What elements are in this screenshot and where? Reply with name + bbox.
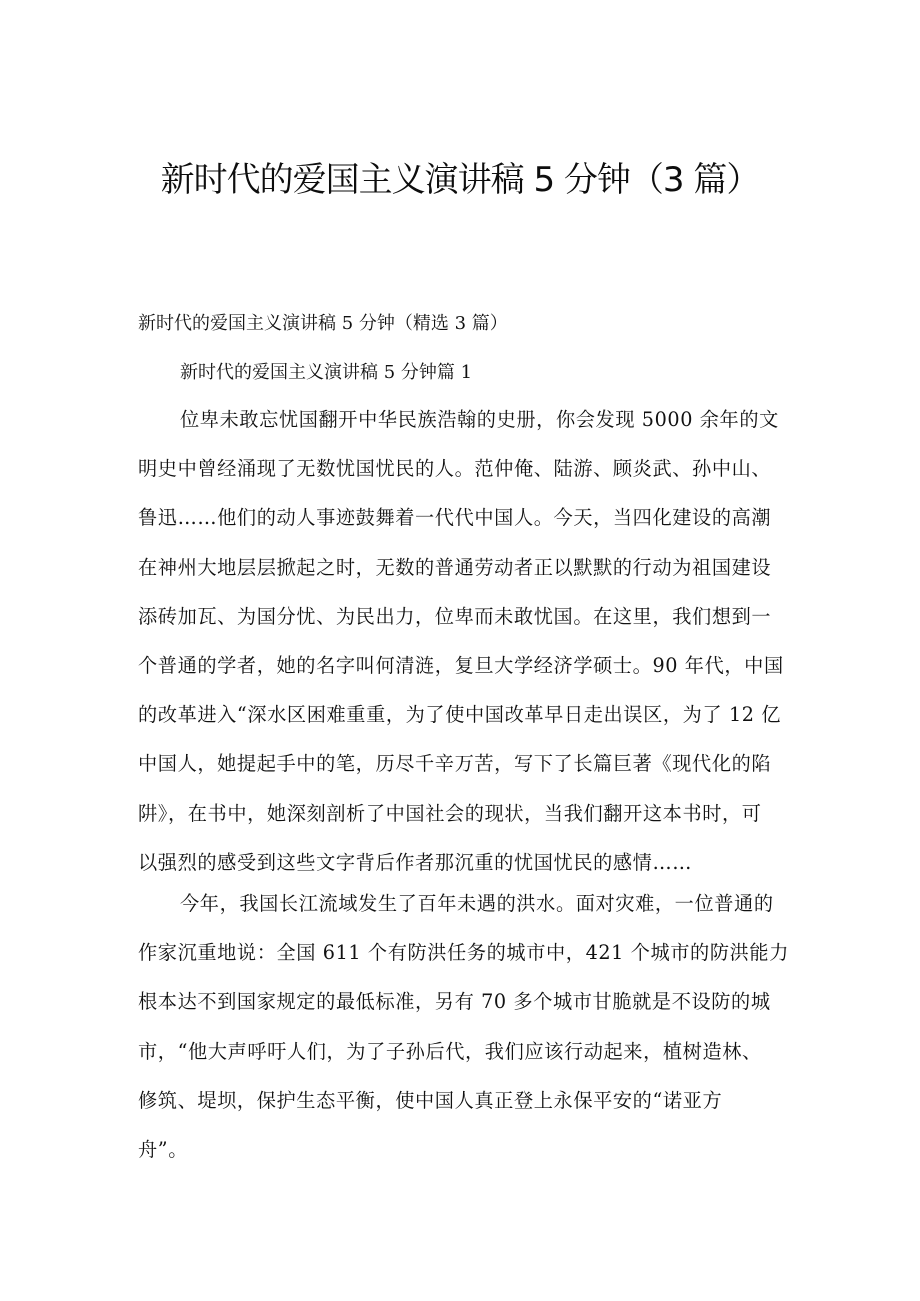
- paragraph-2: [138, 879, 789, 1174]
- paragraph-1: [138, 395, 783, 887]
- paragraph-line: 以强烈的感受到这些文字背后作者那沉重的忧国忧民的感情……: [138, 850, 693, 874]
- paragraph-line: 在神州大地层层掀起之时，无数的普通劳动者正以默默的行动为祖国建设: [138, 555, 772, 579]
- paragraph-line: 的改革进入“深水区困难重重，为了使中国改革早日走出误区，为了 12 亿: [138, 703, 782, 727]
- paragraph-line: 位卑未敢忘忧国翻开中华民族浩翰的史册，你会发现 5000 余年的文: [180, 408, 779, 431]
- paragraph-line: 根本达不到国家规定的最低标准，另有 70 多个城市甘脆就是不设防的城: [138, 990, 771, 1014]
- paragraph-line: 舟”。: [138, 1137, 188, 1161]
- document-title: 新时代的爱国主义演讲稿 5 分钟（3 篇）: [160, 160, 760, 200]
- document-subtitle: 新时代的爱国主义演讲稿 5 分钟（精选 3 篇）: [138, 313, 508, 334]
- paragraph-line: 添砖加瓦、为国分忧、为民出力，位卑而未敢忧国。在这里，我们想到一: [138, 604, 772, 628]
- paragraph-line: 鲁迅……他们的动人事迹鼓舞着一代代中国人。今天，当四化建设的高潮: [138, 506, 772, 530]
- paragraph-line: 阱》，在书中，她深刻剖析了中国社会的现状，当我们翻开这本书时，可: [138, 801, 762, 825]
- paragraph-line: 中国人，她提起手中的笔，历尽千辛万苦，写下了长篇巨著《现代化的陷: [138, 752, 772, 776]
- paragraph-line: 修筑、堤坝，保护生态平衡，使中国人真正登上永保平安的“诺亚方: [138, 1088, 723, 1112]
- paragraph-line: 今年，我国长江流域发生了百年未遇的洪水。面对灾难，一位普通的: [180, 892, 774, 915]
- paragraph-line: 个普通的学者，她的名字叫何清涟，复旦大学经济学硕士。90 年代，中国: [138, 653, 784, 677]
- paragraph-line: 明史中曾经涌现了无数忧国忧民的人。范仲俺、陆游、顾炎武、孙中山、: [138, 457, 772, 481]
- paragraph-line: 作家沉重地说：全国 611 个有防洪任务的城市中，421 个城市的防洪能力: [138, 941, 789, 965]
- paragraph-line: 市，“他大声呼吁人们，为了子孙后代，我们应该行动起来，植树造林、: [138, 1039, 762, 1063]
- section-heading: 新时代的爱国主义演讲稿 5 分钟篇 1: [180, 362, 473, 383]
